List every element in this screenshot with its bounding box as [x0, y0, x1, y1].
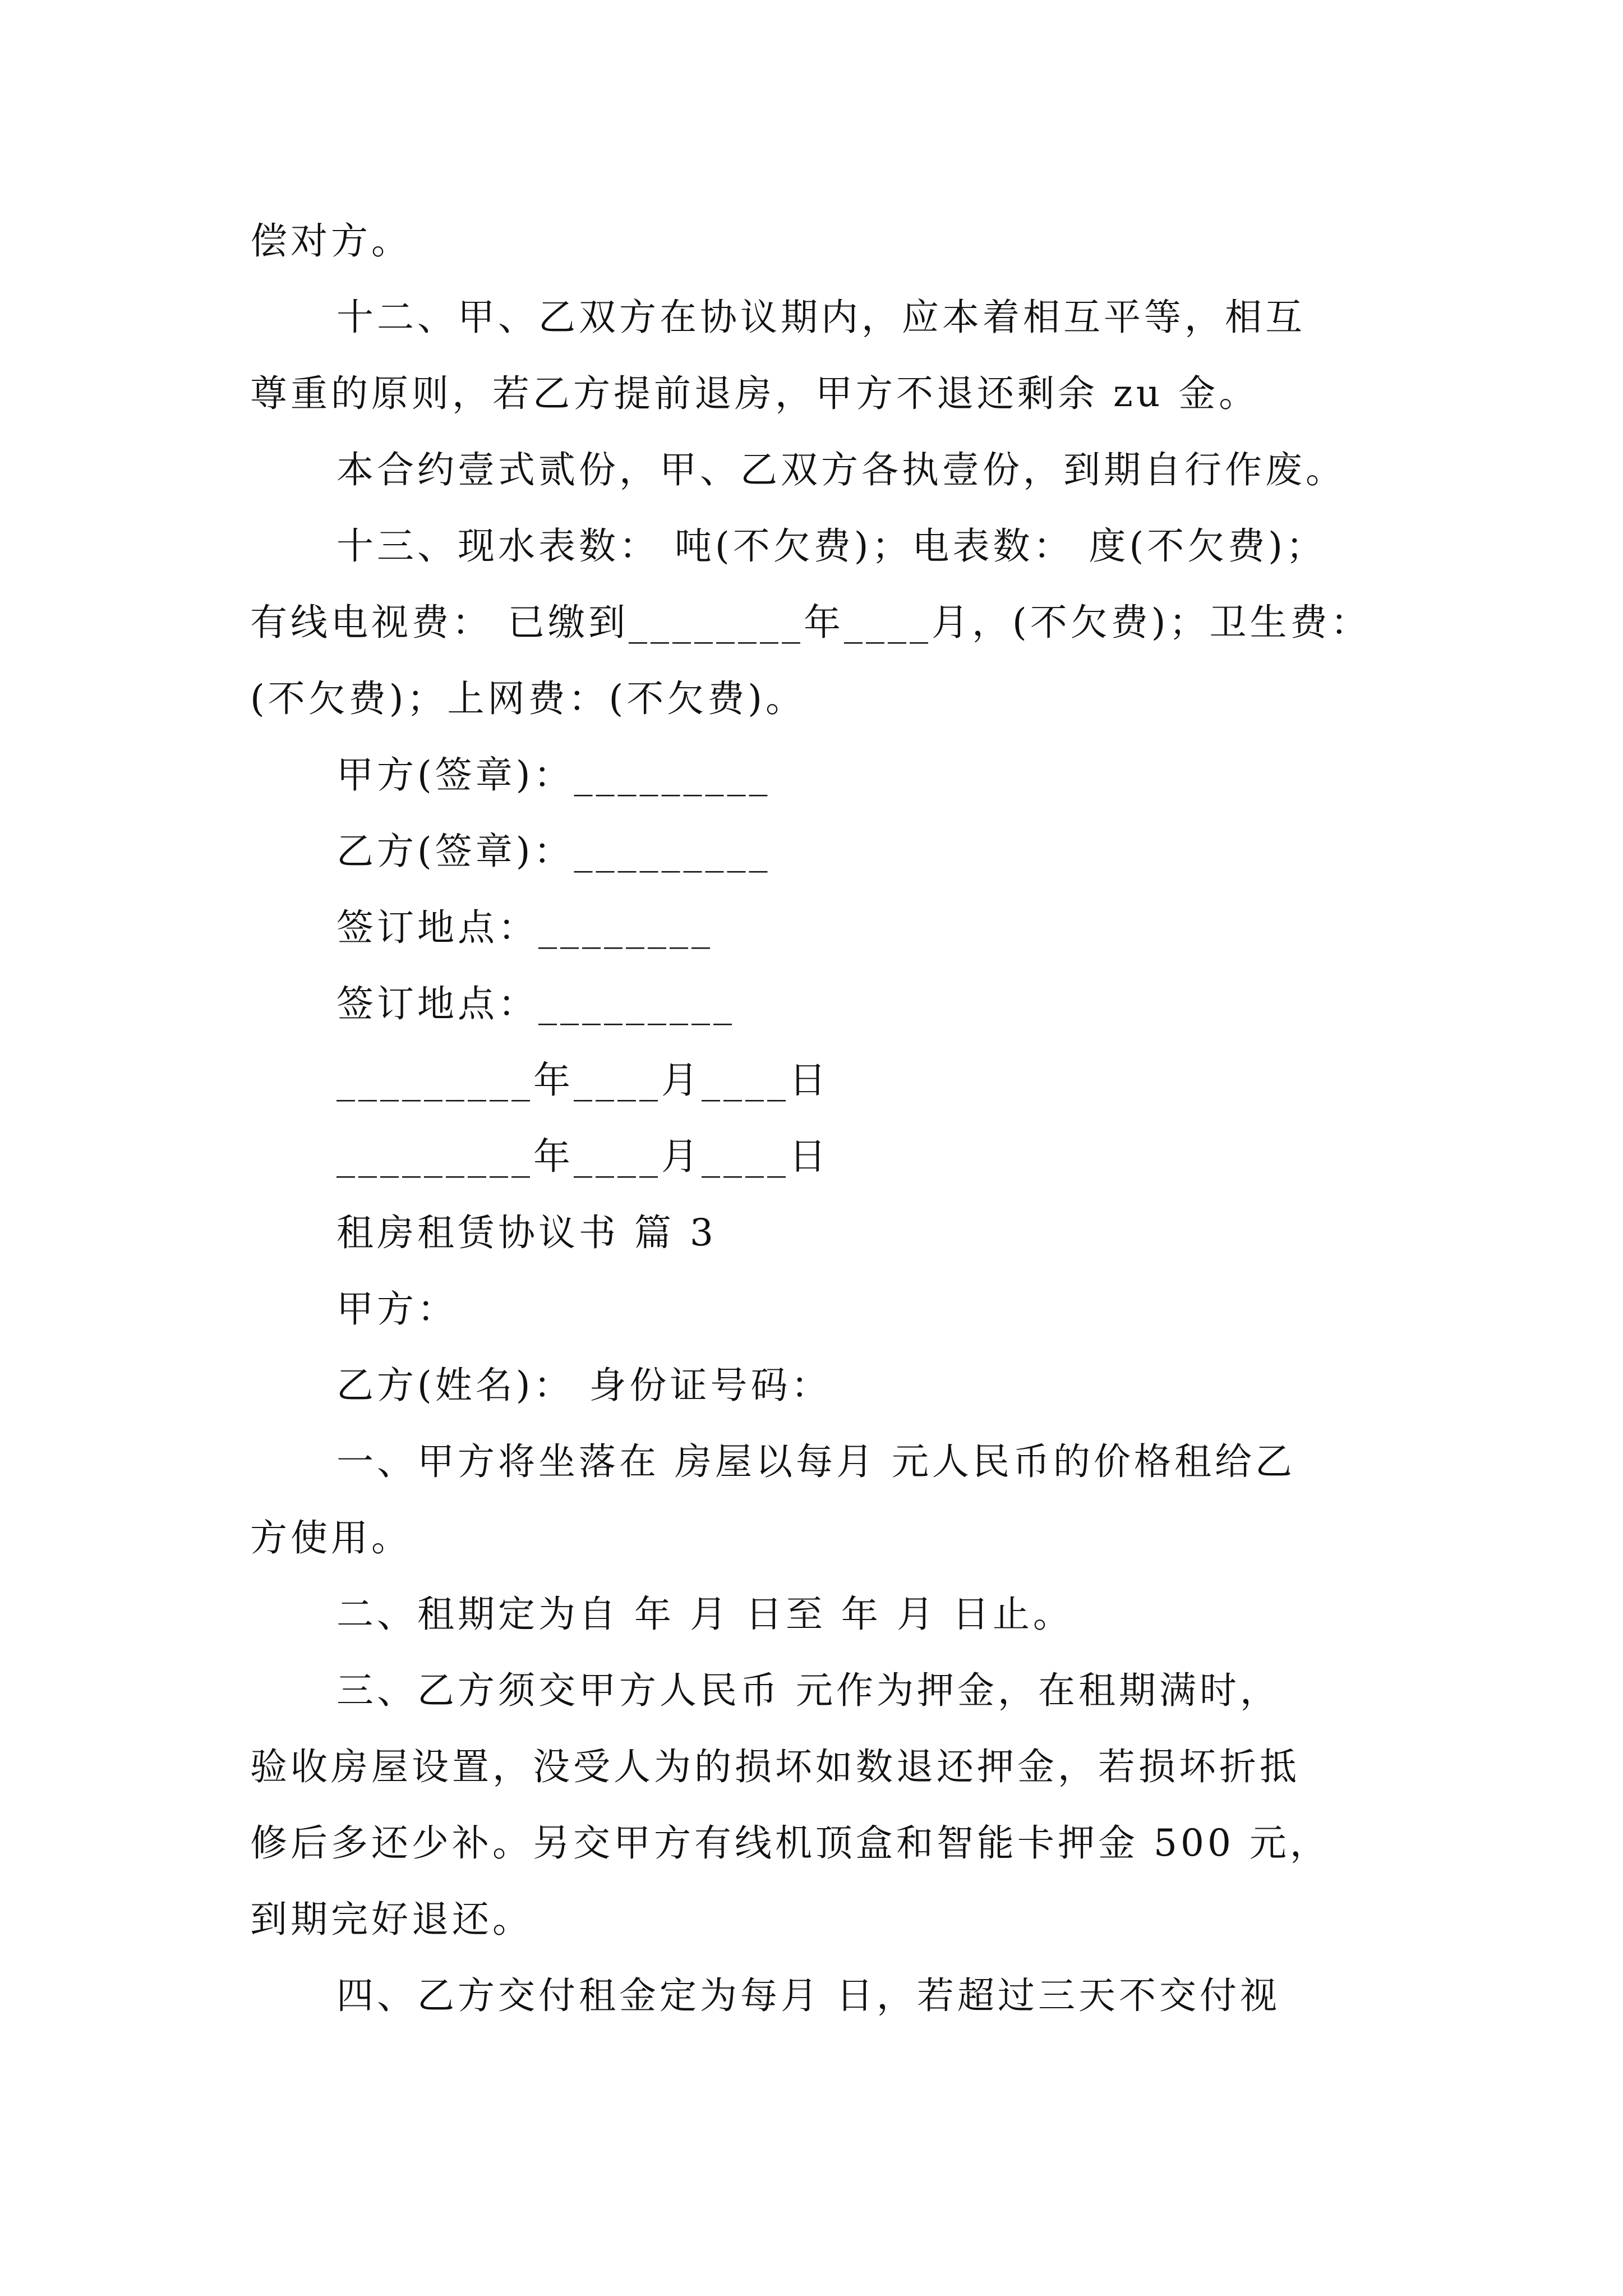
text-line: 二、租期定为自 年 月 日至 年 月 日止。: [336, 1593, 1073, 1636]
section-heading: 租房租赁协议书 篇 3: [336, 1211, 717, 1254]
text-line: 修后多还少补。另交甲方有线机顶盒和智能卡押金 500 元，: [250, 1821, 1330, 1865]
text-line: 十二、甲、乙双方在协议期内，应本着相互平等，相互: [336, 296, 1306, 339]
signature-line-party-a: 甲方(签章)：_________: [336, 753, 771, 797]
text-line: 四、乙方交付租金定为每月 日，若超过三天不交付视: [336, 1974, 1280, 2017]
signature-line-party-b: 乙方(签章)：_________: [336, 830, 771, 873]
signing-place-line: 签订地点：________: [336, 906, 713, 949]
text-line: 方使用。: [250, 1516, 412, 1559]
signing-place-line: 签订地点：_________: [336, 982, 735, 1025]
text-line: 甲方：: [336, 1287, 458, 1331]
text-line: 十三、现水表数： 吨(不欠费)；电表数： 度(不欠费)；: [336, 524, 1326, 568]
text-line: 有线电视费： 已缴到________年____月，(不欠费)；卫生费：: [250, 601, 1371, 644]
text-line: 验收房屋设置，没受人为的损坏如数退还押金，若损坏折抵: [250, 1745, 1300, 1788]
text-line: 一、甲方将坐落在 房屋以每月 元人民币的价格租给乙: [336, 1440, 1295, 1483]
text-line: 三、乙方须交甲方人民币 元作为押金，在租期满时，: [336, 1669, 1280, 1712]
text-line: 偿对方。: [250, 219, 412, 263]
text-line: 到期完好退还。: [250, 1898, 533, 1941]
text-line: 尊重的原则，若乙方提前退房，甲方不退还剩余 zu 金。: [250, 372, 1260, 415]
text-line: 本合约壹式贰份，甲、乙双方各执壹份，到期自行作废。: [336, 448, 1346, 491]
date-line: _________年____月____日: [336, 1059, 829, 1102]
date-line: _________年____月____日: [336, 1135, 829, 1178]
text-line: (不欠费)；上网费：(不欠费)。: [250, 677, 806, 720]
text-line: 乙方(姓名)： 身份证号码：: [336, 1364, 832, 1407]
